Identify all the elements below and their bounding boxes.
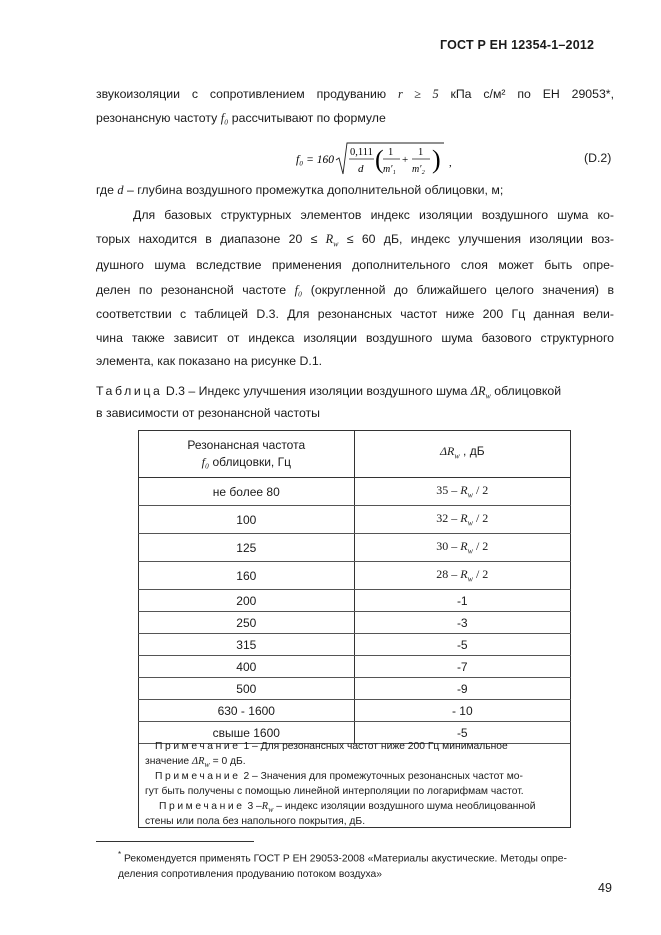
paragraph-line: чина также зависит от индекса изоляции воздушного шума базового структурного	[96, 331, 614, 345]
svg-text:,: ,	[449, 157, 452, 169]
table-row: 160 $28 - R_w / 2$	[139, 562, 571, 590]
svg-text:m′₁: m′₁	[383, 164, 396, 175]
paragraph-line: Для базовых структурных элементов индекс изоляции воздушного шума ко-	[133, 208, 614, 222]
note-3-cont: стены или пола без напольного покрытия, дБ.	[145, 816, 366, 827]
svg-text:0,111: 0,111	[350, 147, 373, 158]
where-line: где d – глубина воздушного промежутка дополнительной облицовки, м;	[96, 183, 504, 197]
paragraph-line: делен по резонансной частоте f₀ (округленной до ближайшего целого значения) в	[96, 283, 614, 297]
formula-svg	[296, 140, 456, 180]
svg-text:1: 1	[388, 147, 394, 158]
paragraph-line: резонансную частоту f₀ рассчитывают по формуле	[96, 111, 386, 125]
note-1-cont: значение $\Delta R_w = 0$ дБ.	[145, 756, 246, 770]
svg-text:d: d	[358, 163, 364, 175]
paragraph-line: душного шума вследствие применения дополнительного слоя может быть опре-	[96, 258, 614, 272]
paragraph-line: торых находится в диапазоне $20 \le R_w \le 60$ дБ, индекс улучшения изоляции воз-	[96, 232, 614, 249]
table-row: 315 -5	[139, 634, 571, 656]
table-row: 500 -9	[139, 678, 571, 700]
table-header-row	[139, 431, 571, 478]
table-notes	[138, 736, 571, 828]
note-1: Примечание 1 – Для резонансных частот ниже 200 Гц минимальное	[155, 741, 508, 752]
header-resonance-frequency: Резонансная частота f₀ облицовки, Гц	[139, 431, 355, 478]
table-row: 250 -3	[139, 612, 571, 634]
table-row: не более 80 $35 - R_w / 2$	[139, 478, 571, 506]
note-2: Примечание 2 – Значения для промежуточных резонансных частот мо-	[155, 771, 523, 782]
note-2-cont: гут быть получены с помощью линейной интерполяции по логарифмам частот.	[145, 786, 524, 797]
formula-d2	[296, 140, 456, 178]
svg-text:+: +	[402, 154, 409, 166]
svg-text:): )	[432, 145, 441, 174]
paragraph-line: звукоизоляции с сопротивлением продуванию r ≥ 5 кПа с/м² по ЕН 29053*,	[96, 87, 615, 101]
footnote-divider	[96, 841, 254, 842]
svg-text:1: 1	[418, 147, 424, 158]
svg-text:(: (	[375, 145, 384, 174]
header-delta-rw: $\Delta R_w$ , дБ	[354, 431, 570, 478]
table-row: 125 $30 - R_w / 2$	[139, 534, 571, 562]
data-table	[138, 430, 571, 744]
table-caption: Таблица D.3 – Индекс улучшения изоляции воздушного шума $\Delta R_w$ облицовкой	[96, 384, 562, 401]
table-row: 100 $32 - R_w / 2$	[139, 506, 571, 534]
paragraph-line: соответствии с таблицей D.3. Для резонансных частот ниже 200 Гц данная вели-	[96, 307, 614, 321]
table-row: 200 -1	[139, 590, 571, 612]
footnote: * Рекомендуется применять ГОСТ Р ЕН 29053-2008 «Материалы акустические. Методы опре- деления сопротивления продуванию потоком воздуха»	[118, 850, 567, 881]
table-row: 630 - 1600 - 10	[139, 700, 571, 722]
table-row: 400 -7	[139, 656, 571, 678]
document-header: ГОСТ Р ЕН 12354-1–2012	[440, 38, 595, 52]
table-row: свыше 1600 -5	[139, 722, 571, 744]
table-caption-line2: в зависимости от резонансной частоты	[96, 406, 320, 420]
svg-text:f₀ = 160: f₀ = 160	[296, 154, 334, 166]
svg-text:m′₂: m′₂	[412, 164, 425, 175]
note-3: Примечание 3 $-R_w$ – индекс изоляции воздушного шума необлицованной	[159, 801, 536, 815]
paragraph-line: элемента, как показано на рисунке D.1.	[96, 354, 323, 368]
page-number: 49	[598, 881, 612, 895]
equation-number: (D.2)	[584, 151, 612, 165]
